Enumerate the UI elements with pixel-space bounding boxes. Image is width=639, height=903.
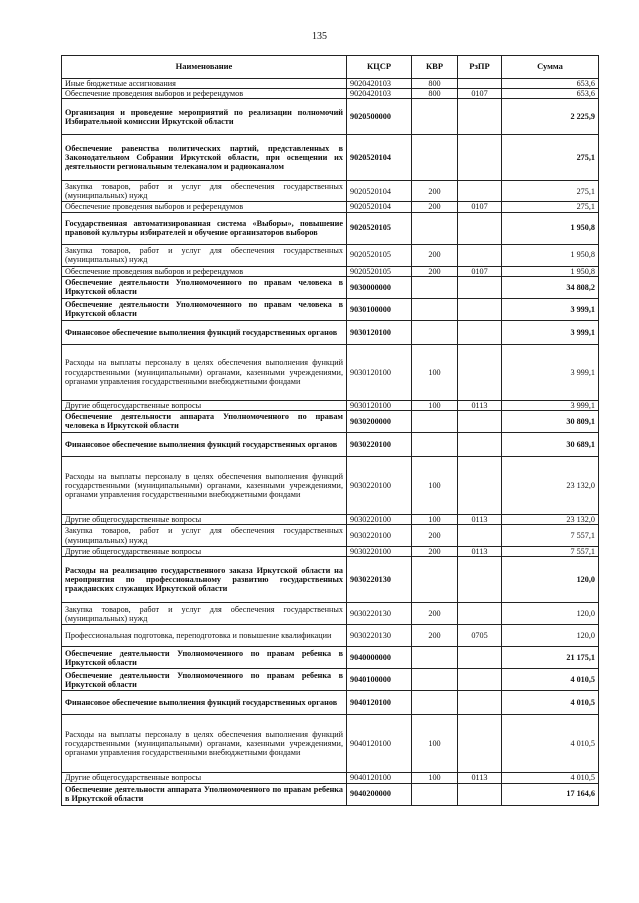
cell-kvr bbox=[412, 783, 458, 805]
cell-kcsr: 9030220100 bbox=[347, 525, 412, 547]
cell-rzpr bbox=[458, 669, 502, 691]
cell-name: Обеспечение деятельности аппарата Уполномоченного по правам ребенка в Иркутской области bbox=[62, 783, 347, 805]
cell-kcsr: 9030220130 bbox=[347, 603, 412, 625]
cell-name: Закупка товаров, работ и услуг для обеспечения государственных (муниципальных) нужд bbox=[62, 181, 347, 202]
cell-name: Закупка товаров, работ и услуг для обеспечения государственных (муниципальных) нужд bbox=[62, 603, 347, 625]
cell-rzpr bbox=[458, 410, 502, 432]
cell-kcsr: 9020520104 bbox=[347, 202, 412, 212]
cell-kvr: 800 bbox=[412, 89, 458, 99]
table-row bbox=[62, 79, 599, 89]
cell-name: Другие общегосударственные вопросы bbox=[62, 547, 347, 557]
cell-sum: 34 808,2 bbox=[502, 276, 599, 298]
cell-rzpr bbox=[458, 344, 502, 400]
cell-rzpr bbox=[458, 181, 502, 202]
table-row bbox=[62, 181, 599, 202]
cell-kvr: 100 bbox=[412, 344, 458, 400]
table-row bbox=[62, 400, 599, 410]
cell-rzpr: 0113 bbox=[458, 400, 502, 410]
cell-rzpr bbox=[458, 603, 502, 625]
cell-rzpr bbox=[458, 320, 502, 344]
cell-kcsr: 9030220100 bbox=[347, 547, 412, 557]
cell-sum: 23 132,0 bbox=[502, 514, 599, 524]
cell-rzpr bbox=[458, 715, 502, 773]
cell-name: Обеспечение проведения выборов и референдумов bbox=[62, 202, 347, 212]
cell-name: Финансовое обеспечение выполнения функций государственных органов bbox=[62, 320, 347, 344]
table-header-row bbox=[62, 56, 599, 79]
cell-sum: 1 950,8 bbox=[502, 212, 599, 244]
table-row bbox=[62, 212, 599, 244]
table-row bbox=[62, 298, 599, 320]
table-row bbox=[62, 202, 599, 212]
cell-kvr: 200 bbox=[412, 181, 458, 202]
table-row bbox=[62, 456, 599, 514]
cell-rzpr: 0113 bbox=[458, 547, 502, 557]
cell-kcsr: 9030120100 bbox=[347, 344, 412, 400]
cell-kcsr: 9020520105 bbox=[347, 244, 412, 266]
cell-rzpr bbox=[458, 212, 502, 244]
cell-rzpr bbox=[458, 79, 502, 89]
cell-name: Обеспечение проведения выборов и референдумов bbox=[62, 89, 347, 99]
cell-kvr bbox=[412, 410, 458, 432]
cell-name: Профессиональная подготовка, переподготовка и повышение квалификации bbox=[62, 625, 347, 647]
cell-kvr: 200 bbox=[412, 244, 458, 266]
cell-sum: 21 175,1 bbox=[502, 647, 599, 669]
cell-kvr: 800 bbox=[412, 79, 458, 89]
cell-kcsr: 9040100000 bbox=[347, 669, 412, 691]
cell-rzpr bbox=[458, 432, 502, 456]
table-row bbox=[62, 432, 599, 456]
cell-kvr bbox=[412, 647, 458, 669]
table-row bbox=[62, 625, 599, 647]
table-row bbox=[62, 603, 599, 625]
cell-rzpr bbox=[458, 691, 502, 715]
cell-rzpr bbox=[458, 99, 502, 135]
cell-kvr bbox=[412, 557, 458, 603]
cell-sum: 653,6 bbox=[502, 89, 599, 99]
cell-kvr bbox=[412, 99, 458, 135]
cell-rzpr bbox=[458, 244, 502, 266]
cell-name: Обеспечение деятельности Уполномоченного по правам ребенка в Иркутской области bbox=[62, 647, 347, 669]
table-row bbox=[62, 691, 599, 715]
table-body bbox=[62, 79, 599, 806]
cell-sum: 7 557,1 bbox=[502, 547, 599, 557]
cell-kvr: 200 bbox=[412, 625, 458, 647]
cell-sum: 120,0 bbox=[502, 603, 599, 625]
cell-name: Государственная автоматизированная система «Выборы», повышение правовой культуры избирателей и обучение организаторов выборов bbox=[62, 212, 347, 244]
cell-sum: 653,6 bbox=[502, 79, 599, 89]
cell-name: Финансовое обеспечение выполнения функций государственных органов bbox=[62, 691, 347, 715]
cell-sum: 30 689,1 bbox=[502, 432, 599, 456]
cell-sum: 275,1 bbox=[502, 181, 599, 202]
cell-rzpr: 0107 bbox=[458, 202, 502, 212]
cell-rzpr bbox=[458, 647, 502, 669]
cell-kcsr: 9040120100 bbox=[347, 715, 412, 773]
cell-kvr bbox=[412, 212, 458, 244]
cell-rzpr: 0107 bbox=[458, 266, 502, 276]
header-kcsr: КЦСР bbox=[347, 56, 412, 79]
cell-kcsr: 9040000000 bbox=[347, 647, 412, 669]
cell-kcsr: 9030000000 bbox=[347, 276, 412, 298]
cell-name: Другие общегосударственные вопросы bbox=[62, 400, 347, 410]
cell-kvr bbox=[412, 298, 458, 320]
cell-kvr bbox=[412, 691, 458, 715]
table-row bbox=[62, 715, 599, 773]
cell-name: Другие общегосударственные вопросы bbox=[62, 514, 347, 524]
cell-sum: 3 999,1 bbox=[502, 344, 599, 400]
cell-kcsr: 9020520105 bbox=[347, 212, 412, 244]
table-row bbox=[62, 525, 599, 547]
cell-kcsr: 9040120100 bbox=[347, 691, 412, 715]
header-kvr: КВР bbox=[412, 56, 458, 79]
cell-sum: 275,1 bbox=[502, 202, 599, 212]
cell-name: Обеспечение деятельности Уполномоченного по правам ребенка в Иркутской области bbox=[62, 669, 347, 691]
budget-table bbox=[61, 55, 599, 806]
cell-name: Закупка товаров, работ и услуг для обеспечения государственных (муниципальных) нужд bbox=[62, 525, 347, 547]
cell-name: Финансовое обеспечение выполнения функций государственных органов bbox=[62, 432, 347, 456]
cell-kvr bbox=[412, 432, 458, 456]
table-row bbox=[62, 547, 599, 557]
cell-rzpr: 0705 bbox=[458, 625, 502, 647]
cell-kcsr: 9030220100 bbox=[347, 432, 412, 456]
page-number: 135 bbox=[312, 31, 327, 42]
cell-kvr: 100 bbox=[412, 715, 458, 773]
cell-sum: 120,0 bbox=[502, 625, 599, 647]
table-row bbox=[62, 276, 599, 298]
cell-name: Расходы на выплаты персоналу в целях обеспечения выполнения функций государственными (муниципальными) органами, казенными учреждениями, органами управления государственными внебюджетными фондами bbox=[62, 344, 347, 400]
cell-kvr: 200 bbox=[412, 547, 458, 557]
table-row bbox=[62, 647, 599, 669]
cell-kvr bbox=[412, 135, 458, 181]
cell-name: Другие общегосударственные вопросы bbox=[62, 773, 347, 783]
cell-rzpr bbox=[458, 525, 502, 547]
table-row bbox=[62, 344, 599, 400]
cell-sum: 120,0 bbox=[502, 557, 599, 603]
cell-rzpr bbox=[458, 456, 502, 514]
cell-kcsr: 9040200000 bbox=[347, 783, 412, 805]
cell-name: Расходы на выплаты персоналу в целях обеспечения выполнения функций государственными (муниципальными) органами, казенными учреждениями, органами управления государственными внебюджетными фондами bbox=[62, 456, 347, 514]
cell-name: Расходы на выплаты персоналу в целях обеспечения выполнения функций государственными (муниципальными) органами, казенными учреждениями, органами управления государственными внебюджетными фондами bbox=[62, 715, 347, 773]
cell-name: Обеспечение равенства политических партий, представленных в Законодательном Собрании Иркутской области, при освещении их деятельности региональным телеканалом и радиоканалом bbox=[62, 135, 347, 181]
cell-sum: 23 132,0 bbox=[502, 456, 599, 514]
cell-kcsr: 9020420103 bbox=[347, 79, 412, 89]
table-row bbox=[62, 99, 599, 135]
cell-kvr: 100 bbox=[412, 400, 458, 410]
table-row bbox=[62, 266, 599, 276]
table-row bbox=[62, 89, 599, 99]
cell-kcsr: 9020520105 bbox=[347, 266, 412, 276]
cell-sum: 17 164,6 bbox=[502, 783, 599, 805]
header-rzpr: РзПР bbox=[458, 56, 502, 79]
cell-kvr bbox=[412, 276, 458, 298]
cell-name: Обеспечение деятельности аппарата Уполномоченного по правам человека в Иркутской области bbox=[62, 410, 347, 432]
cell-kvr: 200 bbox=[412, 266, 458, 276]
cell-kvr: 200 bbox=[412, 603, 458, 625]
cell-kvr: 100 bbox=[412, 773, 458, 783]
cell-kcsr: 9030120100 bbox=[347, 400, 412, 410]
cell-kvr bbox=[412, 320, 458, 344]
cell-sum: 3 999,1 bbox=[502, 298, 599, 320]
cell-sum: 4 010,5 bbox=[502, 715, 599, 773]
cell-kcsr: 9020420103 bbox=[347, 89, 412, 99]
table-row bbox=[62, 669, 599, 691]
cell-name: Расходы на реализацию государственного заказа Иркутской области на мероприятия по профессиональному развитию государственных гражданских служащих Иркутской области bbox=[62, 557, 347, 603]
cell-kcsr: 9030220130 bbox=[347, 625, 412, 647]
cell-rzpr bbox=[458, 783, 502, 805]
cell-rzpr: 0113 bbox=[458, 773, 502, 783]
cell-name: Обеспечение деятельности Уполномоченного по правам человека в Иркутской области bbox=[62, 298, 347, 320]
cell-kcsr: 9030220100 bbox=[347, 514, 412, 524]
table-row bbox=[62, 557, 599, 603]
cell-name: Организация и проведение мероприятий по реализации полномочий Избирательной комиссии Иркутской области bbox=[62, 99, 347, 135]
cell-name: Закупка товаров, работ и услуг для обеспечения государственных (муниципальных) нужд bbox=[62, 244, 347, 266]
cell-sum: 7 557,1 bbox=[502, 525, 599, 547]
cell-sum: 30 809,1 bbox=[502, 410, 599, 432]
cell-kcsr: 9030120100 bbox=[347, 320, 412, 344]
header-name: Наименование bbox=[62, 56, 347, 79]
table-row bbox=[62, 410, 599, 432]
table-row bbox=[62, 320, 599, 344]
cell-sum: 2 225,9 bbox=[502, 99, 599, 135]
cell-sum: 1 950,8 bbox=[502, 244, 599, 266]
cell-kcsr: 9030220130 bbox=[347, 557, 412, 603]
cell-sum: 1 950,8 bbox=[502, 266, 599, 276]
cell-kcsr: 9030100000 bbox=[347, 298, 412, 320]
cell-name: Обеспечение проведения выборов и референдумов bbox=[62, 266, 347, 276]
cell-kcsr: 9020500000 bbox=[347, 99, 412, 135]
cell-sum: 4 010,5 bbox=[502, 669, 599, 691]
cell-name: Обеспечение деятельности Уполномоченного по правам человека в Иркутской области bbox=[62, 276, 347, 298]
cell-kcsr: 9030220100 bbox=[347, 456, 412, 514]
cell-rzpr: 0107 bbox=[458, 89, 502, 99]
table-row bbox=[62, 514, 599, 524]
cell-rzpr bbox=[458, 135, 502, 181]
cell-rzpr bbox=[458, 298, 502, 320]
table-row bbox=[62, 135, 599, 181]
cell-sum: 275,1 bbox=[502, 135, 599, 181]
cell-sum: 4 010,5 bbox=[502, 773, 599, 783]
cell-kcsr: 9020520104 bbox=[347, 181, 412, 202]
cell-kvr: 100 bbox=[412, 456, 458, 514]
cell-kvr: 200 bbox=[412, 202, 458, 212]
cell-kcsr: 9030200000 bbox=[347, 410, 412, 432]
table-row bbox=[62, 783, 599, 805]
header-sum: Сумма bbox=[502, 56, 599, 79]
cell-rzpr bbox=[458, 276, 502, 298]
cell-sum: 3 999,1 bbox=[502, 400, 599, 410]
cell-name: Иные бюджетные ассигнования bbox=[62, 79, 347, 89]
cell-kvr: 100 bbox=[412, 514, 458, 524]
cell-rzpr bbox=[458, 557, 502, 603]
cell-sum: 4 010,5 bbox=[502, 691, 599, 715]
cell-kvr bbox=[412, 669, 458, 691]
cell-rzpr: 0113 bbox=[458, 514, 502, 524]
table-row bbox=[62, 244, 599, 266]
cell-kcsr: 9040120100 bbox=[347, 773, 412, 783]
cell-kvr: 200 bbox=[412, 525, 458, 547]
cell-sum: 3 999,1 bbox=[502, 320, 599, 344]
cell-kcsr: 9020520104 bbox=[347, 135, 412, 181]
table-row bbox=[62, 773, 599, 783]
